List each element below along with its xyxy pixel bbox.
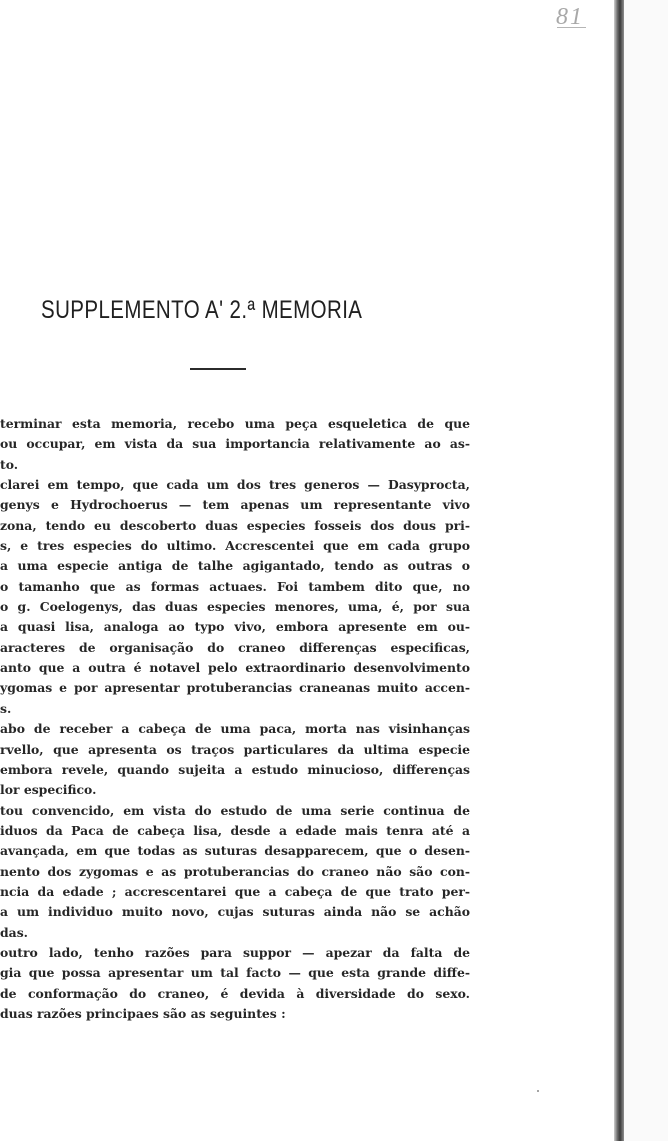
text-line: a um individuo muito novo, cujas suturas ainda não se achão [0,904,470,920]
text-line: anto que a outra é notavel pelo extraordinario desenvolvimento [0,660,470,676]
body-text [0,414,470,1024]
text-line: ou occupar, em vista da sua importancia relativamente ao as- [0,436,470,452]
text-line: duas razões principaes são as seguintes : [0,1005,286,1021]
page-number: 81 [556,4,584,30]
text-line: clarei em tempo, que cada um dos tres generos — Dasyprocta, [0,477,470,493]
text-line: de conformação do craneo, é devida à diversidade do sexo. [0,985,470,1001]
text-line: tou convencido, em vista do estudo de uma serie continua de [0,802,470,818]
book-binding-edge [614,0,624,1141]
text-line: s, e tres especies do ultimo. Accrescentei que em cada grupo [0,538,470,554]
title-rule [190,368,246,370]
text-line: ncia da edade ; accrescentarei que a cabeça de que trato per- [0,883,470,899]
text-line: genys e Hydrochoerus — tem apenas um representante vivo [0,497,470,513]
section-title: SUPPLEMENTO A' 2.ª MEMORIA [41,296,363,324]
text-line: abo de receber a cabeça de uma paca, morta nas visinhanças [0,721,470,737]
text-line: s. [0,700,12,716]
text-line: outro lado, tenho razões para suppor — apezar da falta de [0,944,470,960]
facing-page-margin [624,0,668,1141]
text-line: avançada, em que todas as suturas desapparecem, que o desen- [0,843,470,859]
text-line: iduos da Paca de cabeça lisa, desde a edade mais tenra até a [0,822,470,838]
paper-speck [537,1090,539,1092]
text-line: o tamanho que as formas actuaes. Foi tambem dito que, no [0,578,470,594]
text-line: a uma especie antiga de talhe agigantado, tendo as outras o [0,558,470,574]
text-line: terminar esta memoria, recebo uma peça esqueletica de que [0,416,470,431]
text-line: a quasi lisa, analoga ao typo vivo, embora apresente em ou- [0,619,470,635]
text-line: embora revele, quando sujeita a estudo minucioso, differenças [0,761,470,777]
text-line: lor especifico. [0,782,97,798]
text-line: o g. Coelogenys, das duas especies menores, uma, é, por sua [0,599,470,615]
text-line: ygomas e por apresentar protuberancias craneanas muito accen- [0,680,470,696]
text-line: zona, tendo eu descoberto duas especies fosseis dos dous pri- [0,517,470,533]
text-line: gia que possa apresentar um tal facto — que esta grande diffe- [0,965,470,981]
text-line: das. [0,924,28,940]
text-line: to. [0,456,19,472]
text-line: nento dos zygomas e as protuberancias do craneo não são con- [0,863,470,879]
text-line: rvello, que apresenta os traços particulares da ultima especie [0,741,470,757]
text-line: aracteres de organisação do craneo differenças especificas, [0,639,470,655]
